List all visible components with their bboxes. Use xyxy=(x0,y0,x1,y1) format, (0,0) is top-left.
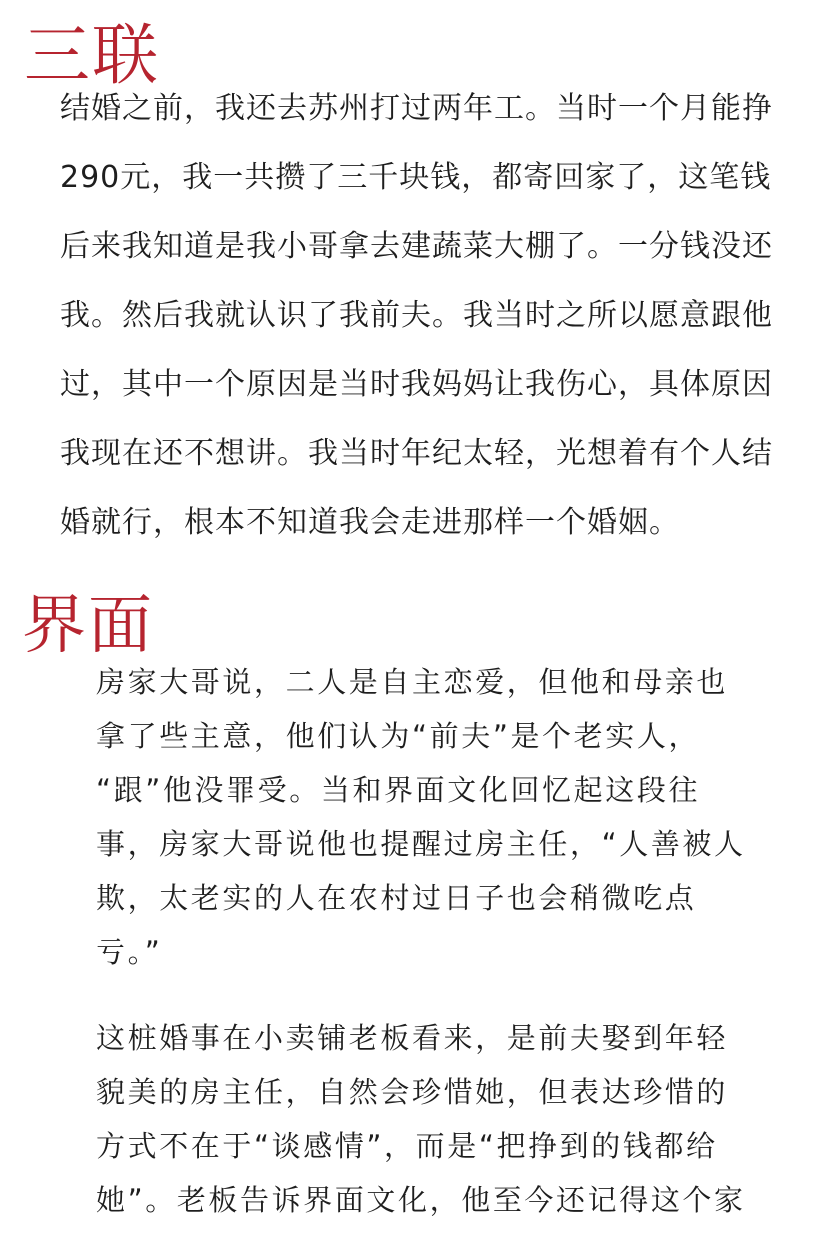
text-line: 貌美的房主任，自然会珍惜她，但表达珍惜的 xyxy=(96,1075,729,1109)
text-line: 房家大哥说，二人是自主恋爱，但他和母亲也 xyxy=(96,665,729,699)
text-line: 我现在还不想讲。我当时年纪太轻，光想着有个人结 xyxy=(60,436,773,471)
section-body-sanlian xyxy=(60,86,773,569)
text-line: 欺，太老实的人在农村过日子也会稍微吃点 xyxy=(96,881,697,915)
text-line: 结婚之前，我还去苏州打过两年工。当时一个月能挣 xyxy=(60,91,773,126)
text-line: 方式不在于“谈感情”，而是“把挣到的钱都给 xyxy=(96,1129,718,1163)
section-body-jiemian-paragraph-2 xyxy=(96,1015,746,1231)
text-line: 亏。” xyxy=(96,935,163,969)
text-line: 过，其中一个原因是当时我妈妈让我伤心，具体原因 xyxy=(60,367,773,402)
text-line: 事，房家大哥说他也提醒过房主任，“人善被人 xyxy=(96,827,746,861)
section-heading-sanlian: 三联 xyxy=(24,17,160,94)
text-line: 婚就行，根本不知道我会走进那样一个婚姻。 xyxy=(60,505,680,540)
text-line: 290元，我一共攒了三千块钱，都寄回家了，这笔钱 xyxy=(60,160,772,195)
text-line: 拿了些主意，他们认为“前夫”是个老实人， xyxy=(96,719,701,753)
text-line: 我。然后我就认识了我前夫。我当时之所以愿意跟他 xyxy=(60,298,773,333)
section-heading-jiemian: 界面 xyxy=(22,589,154,663)
text-line: 后来我知道是我小哥拿去建蔬菜大棚了。一分钱没还 xyxy=(60,229,773,264)
section-body-jiemian-paragraph-1 xyxy=(96,659,746,983)
text-line: 这桩婚事在小卖铺老板看来，是前夫娶到年轻 xyxy=(96,1021,729,1055)
text-line: “跟”他没罪受。当和界面文化回忆起这段往 xyxy=(96,773,701,807)
text-line: 她”。老板告诉界面文化，他至今还记得这个家 xyxy=(96,1183,746,1217)
